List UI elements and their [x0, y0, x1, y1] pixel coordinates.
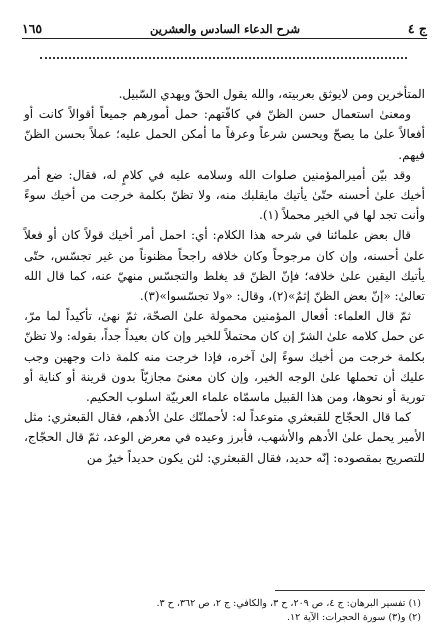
- footnotes: [30, 597, 421, 625]
- main-text: [24, 84, 425, 468]
- dotted-separator: [40, 57, 407, 59]
- footnote: (١) تفسير البرهان: ج ٤، ص ٢٠٩، ح ٣، والكافي: ج ٢، ص ٣٦٢، ح ٣.: [156, 598, 421, 609]
- footnote: (٢) و(٣) سورة الحجرات: الآية ١٢.: [286, 612, 421, 623]
- header-rule: [22, 38, 427, 39]
- paragraph: ثمّ قال العلماء: أفعال المؤمنين محمولة علىٰ الصحّة، ثمّ نهىٰ، تأكيداً لما مرّ، عن حمل كلامه علىٰ الشرّ إن كان محتملاً للخير وإن كان بعيداً جداً، بقوله: ولا تظنّ بكلمة خرجت من أخيك سوءً إلىٰ آخره، فإذا خرجت منه كلمة ذات وجهين وجب عليك أن تحملها علىٰ الوجه الخير، وإن كان معنىً مجازيّاً بدون قرينة أو كناية أو تورية أو نحوها، ومن هذا القبيل ماسمّاه علماء العربيّة اسلوب الحكيم.: [24, 309, 425, 405]
- paragraph: وقد بيّن أميرالمؤمنين صلوات الله وسلامه عليه في كلامٍ له، فقال: ضع أمر أخيك علىٰ أحسنه حتّىٰ يأتيك مايقلبك منه، ولا تظنّ بكلمة خرجت من أخيك سوءً وأنت تجد لها في الخير محملاً (١).: [24, 167, 425, 223]
- running-header: [22, 14, 427, 36]
- paragraph: قال بعض علمائنا في شرحه هذا الكلام: أي: احمل أمر أخيك قولاً كان أو فعلاً علىٰ أحسنه، وإن كان مرجوحاً وكان خلافه راجحاً مظنوناً من غير تجسّس، حتّى يأتيك اليقين علىٰ خلافه؛ فإنّ الظنّ قد يغلط والتجسّس منهيّ عنه، كما قال الله تعالىٰ: «إنّ بعض الظنّ إثمٌ»(٢)، وقال: «ولا تجسّسوا»(٣).: [24, 228, 425, 304]
- paragraph: المتأخرين ومن لايوثق بعربيته، والله يقول الحقّ ويهدي السّبيل.: [118, 87, 425, 101]
- chapter-title: شرح الدعاء السادس والعشرين: [150, 22, 300, 36]
- page-number: ١٦٥: [22, 21, 43, 36]
- paragraph: كما قال الحجّاج للقبعثري متوعداً له: لأحملنّك علىٰ الأدهم، فقال القبعثري: مثل الأمير يحمل علىٰ الأدهم والأشهب، فأبرز وعيده في معرض الوعد، ثمّ قال الحجّاج، للتصريح بمقصوده: إنّه حديد، فقال القبعثري: لئن يكون حديداً خيرٌ من: [24, 410, 425, 465]
- footnote-rule: [275, 590, 425, 591]
- paragraph: ومعنىٰ استعمال حسن الظنّ في كافّتهم: حمل أمورهم جميعاً أقوالاً كانت أو أفعالاً علىٰ ما يصحّ ويحسن شرعاً وعرفاً ما أمكن الحمل عليه؛ عملاً بحسن الظنّ فيهم.: [24, 107, 425, 162]
- volume-label: ج ٤: [407, 21, 427, 36]
